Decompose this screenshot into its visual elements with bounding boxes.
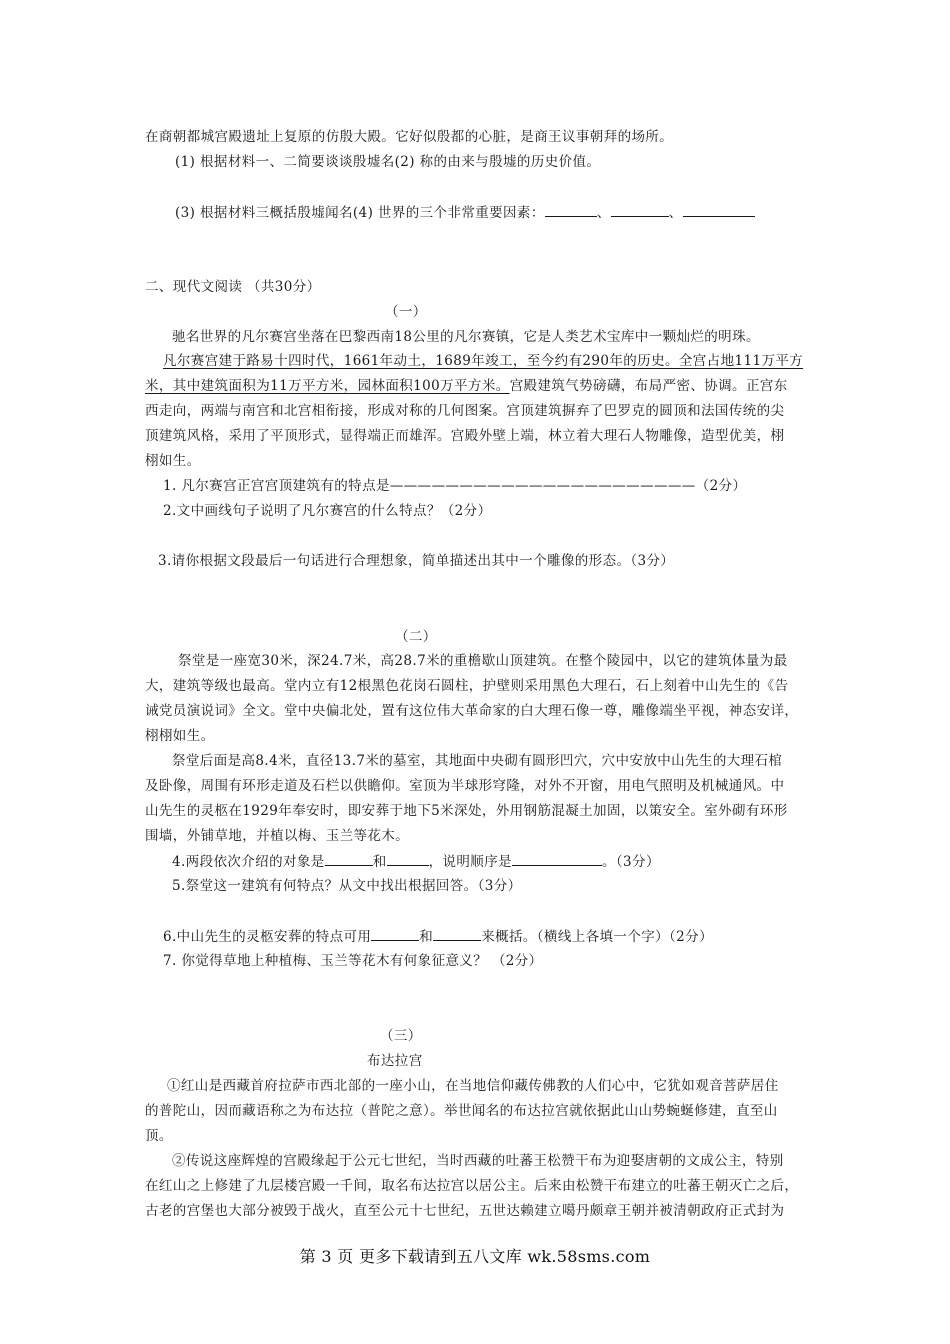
answer-blank[interactable] xyxy=(545,203,597,217)
question-text: 6.中山先生的灵柩安葬的特点可用 xyxy=(163,929,372,945)
underlined-sentence: 凡尔赛宫建于路易十四时代，1661年动土，1689年竣工，至今约有290年的历史。全宫占地111万平方 xyxy=(163,353,804,369)
paragraph-line xyxy=(145,377,788,395)
question-2: 2.文中画线句子说明了凡尔赛宫的什么特点？（2分） xyxy=(163,503,492,519)
question-1: (1) 根据材料一、二简要谈谈殷墟名(2) 称的由来与殷墟的历史价值。 xyxy=(175,154,601,170)
answer-blank[interactable] xyxy=(683,203,755,217)
answer-blank[interactable] xyxy=(371,927,419,941)
part-label: （一） xyxy=(385,304,427,320)
part-label: （三） xyxy=(380,1028,422,1044)
paragraph-line: 古老的宫堡也大部分被毁于战火，直至公元十七世纪，五世达赖建立噶丹颇章王朝并被清朝政府正式封为 xyxy=(145,1203,785,1219)
paragraph-line: 驰名世界的凡尔赛宫坐落在巴黎西南18公里的凡尔赛镇，它是人类艺术宝库中一颗灿烂的明珠。 xyxy=(172,329,760,345)
question-1: 1. 凡尔赛宫正宫宫顶建筑有的特点是——————————————————————（2分） xyxy=(163,478,747,494)
question-3: 3.请你根据文段最后一句话进行合理想象，简单描述出其中一个雕像的形态。（3分） xyxy=(158,553,675,569)
paragraph-line: 大，建筑等级也最高。堂内立有12根黑色花岗石圆柱，护壁则采用黑色大理石，石上刻着中山先生的《告 xyxy=(145,678,789,694)
question-text: 和 xyxy=(419,929,434,945)
question-text: 4.两段依次介绍的对象是 xyxy=(172,854,325,870)
paragraph-line: 山先生的灵柩在1929年奉安时，即安葬于地下5米深处，外用钢筋混凝土加固，以策安全。室外砌有环形 xyxy=(145,803,788,819)
paragraph-line: 围墙，外铺草地，并植以梅、玉兰等花木。 xyxy=(145,828,410,844)
question-text: 。（3分） xyxy=(602,854,660,870)
question-6 xyxy=(163,927,713,946)
paragraph-line: 西走向，两端与南宫和北宫相衔接，形成对称的几何图案。宫顶建筑摒弃了巴罗克的圆顶和法国传统的尖 xyxy=(145,403,785,419)
question-3 xyxy=(175,203,755,222)
part-label: （二） xyxy=(395,629,437,645)
paragraph-line: ②传说这座辉煌的宫殿缘起于公元七世纪，当时西藏的吐蕃王松赞干布为迎娶唐朝的文成公主，特别 xyxy=(172,1153,784,1169)
question-text: 和 xyxy=(372,854,387,870)
question-4 xyxy=(172,852,660,871)
answer-blank[interactable] xyxy=(433,927,481,941)
answer-blank[interactable] xyxy=(325,852,373,866)
answer-blank[interactable] xyxy=(611,203,669,217)
answer-blank[interactable] xyxy=(387,852,429,866)
paragraph-line: 诫党员演说词》全文。堂中央偏北处，置有这位伟大革命家的白大理石像一尊，雕像端坐平视，神态安详， xyxy=(145,703,799,719)
paragraph-line: 的普陀山，因而藏语称之为布达拉（普陀之意）。举世闻名的布达拉宫就依据此山山势蜿蜒修建，直至山 xyxy=(145,1103,778,1119)
underlined-sentence: 米，其中建筑面积为11万平方米，园林面积100万平方米。 xyxy=(145,378,510,394)
question-text: 来概括。（横线上各填一个字）（2分） xyxy=(481,929,713,945)
section-heading: 二、现代文阅读 （共30分） xyxy=(145,279,321,295)
separator: 、 xyxy=(596,205,611,221)
paragraph-text: 宫殿建筑气势磅礴，布局严密、协调。正宫东 xyxy=(509,378,788,394)
paragraph-line: 在红山之上修建了九层楼宫殿一千间，取名布达拉宫以居公主。后来由松赞干布建立的吐蕃王朝灭亡之后， xyxy=(145,1178,799,1194)
passage-title: 布达拉宫 xyxy=(367,1053,423,1069)
question-text: ，说明顺序是 xyxy=(428,854,512,870)
paragraph-line: 祭堂是一座宽30米，深24.7米，高28.7米的重檐歇山顶建筑。在整个陵园中，以它的建筑体量为最 xyxy=(178,653,788,669)
paragraph-line: 祭堂后面是高8.4米，直径13.7米的墓室，其地面中央砌有圆形凹穴，穴中安放中山先生的大理石棺 xyxy=(172,753,783,769)
paragraph-line: 栩栩如生。 xyxy=(145,728,215,744)
paragraph-line: 及卧像，周围有环形走道及石栏以供瞻仰。室顶为半球形穹隆，对外不开窗，用电气照明及机械通风。中 xyxy=(145,778,785,794)
answer-blank[interactable] xyxy=(512,852,602,866)
intro-line: 在商朝都城宫殿遗址上复原的仿殷大殿。它好似殷都的心脏，是商王议事朝拜的场所。 xyxy=(145,129,674,145)
question-5: 5.祭堂这一建筑有何特点？从文中找出根据回答。（3分） xyxy=(172,878,522,894)
separator: 、 xyxy=(668,205,683,221)
paragraph-line: ①红山是西藏首府拉萨市西北部的一座小山，在当地信仰藏传佛教的人们心中，它犹如观音菩萨居住 xyxy=(167,1078,779,1094)
paragraph-line: 顶建筑风格，采用了平顶形式，显得端正而雄浑。宫殿外壁上端，林立着大理石人物雕像，造型优美，栩 xyxy=(145,428,785,444)
paragraph-line: 顶。 xyxy=(145,1128,173,1144)
page-footer: 第 3 页 更多下载请到五八文库 wk.58sms.com xyxy=(299,1247,651,1266)
paragraph-line: 栩如生。 xyxy=(145,453,201,469)
question-7: 7. 你觉得草地上种植梅、玉兰等花木有何象征意义？ （2分） xyxy=(163,953,543,969)
question-3-text: (3) 根据材料三概括殷墟闻名(4) 世界的三个非常重要因素： xyxy=(175,205,545,221)
